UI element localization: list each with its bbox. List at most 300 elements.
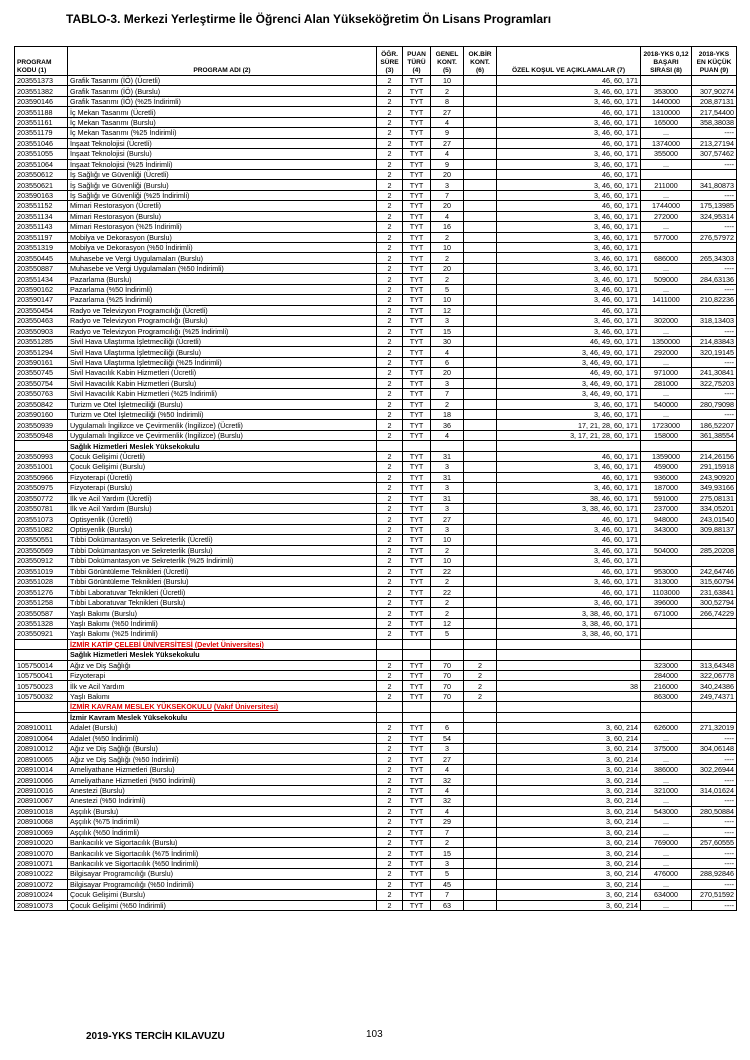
cell-basari-sirasi: 284000: [641, 670, 692, 680]
cell-program-adi: Çocuk Gelişimi (%50 İndirimli): [68, 900, 377, 910]
cell-okbir-kont: [464, 483, 497, 493]
cell-ozel-kosul: 3, 46, 60, 171: [497, 243, 641, 253]
table-row: [15, 879, 737, 889]
cell-program-kodu: 203551258: [15, 597, 68, 607]
cell-ozel-kosul: 3, 46, 60, 171: [497, 326, 641, 336]
cell-en-kucuk-puan: ----: [692, 827, 737, 837]
cell-program-kodu: 203551073: [15, 514, 68, 524]
cell-basari-sirasi: 971000: [641, 368, 692, 378]
cell-ozel-kosul: 3, 46, 60, 171: [497, 117, 641, 127]
table-row: [15, 723, 737, 733]
cell-program-adi: İnşaat Teknolojisi (Burslu): [68, 149, 377, 159]
table-row: [15, 608, 737, 618]
cell-ozel-kosul: 46, 60, 171: [497, 472, 641, 482]
cell-ogr-sure: 2: [377, 754, 403, 764]
cell-program-adi: Yaşlı Bakımı: [68, 691, 377, 701]
section-title: İzmir Kavram Meslek Yüksekokulu: [68, 712, 377, 722]
cell-en-kucuk-puan: ----: [692, 326, 737, 336]
cell-okbir-kont: [464, 618, 497, 628]
cell-program-kodu: 203550754: [15, 378, 68, 388]
cell-okbir-kont: [464, 284, 497, 294]
cell-genel-kont: 27: [431, 107, 464, 117]
cell-ozel-kosul: 46, 60, 171: [497, 566, 641, 576]
table-row: [15, 274, 737, 284]
cell-basari-sirasi: 355000: [641, 149, 692, 159]
section-row: [15, 441, 737, 451]
cell-basari-sirasi: 1310000: [641, 107, 692, 117]
cell-program-kodu: 208910067: [15, 796, 68, 806]
cell-puan-turu: TYT: [403, 681, 431, 691]
cell-en-kucuk-puan: 257,60555: [692, 837, 737, 847]
cell-program-kodu: 208910065: [15, 754, 68, 764]
cell-genel-kont: 27: [431, 754, 464, 764]
table-row: [15, 681, 737, 691]
cell-ogr-sure: 2: [377, 451, 403, 461]
cell-ozel-kosul: [497, 670, 641, 680]
cell-okbir-kont: [464, 420, 497, 430]
cell-okbir-kont: [464, 723, 497, 733]
cell-program-adi: Grafik Tasarımı (İÖ) (Ücretli): [68, 76, 377, 86]
cell-ogr-sure: 2: [377, 796, 403, 806]
cell-program-adi: Muhasebe ve Vergi Uygulamaları (Burslu): [68, 253, 377, 263]
cell-ogr-sure: 2: [377, 493, 403, 503]
cell-program-kodu: 203550569: [15, 545, 68, 555]
cell-okbir-kont: [464, 180, 497, 190]
cell-okbir-kont: [464, 211, 497, 221]
cell-puan-turu: TYT: [403, 796, 431, 806]
table-row: [15, 201, 737, 211]
cell-ogr-sure: 2: [377, 378, 403, 388]
cell-ozel-kosul: 46, 60, 171: [497, 451, 641, 461]
cell-ozel-kosul: 3, 60, 214: [497, 754, 641, 764]
cell-puan-turu: TYT: [403, 629, 431, 639]
cell-program-adi: Grafik Tasarımı (İÖ) (%25 İndirimli): [68, 96, 377, 106]
cell-puan-turu: TYT: [403, 201, 431, 211]
cell-puan-turu: TYT: [403, 879, 431, 889]
cell-okbir-kont: [464, 764, 497, 774]
cell-ozel-kosul: 46, 60, 171: [497, 587, 641, 597]
cell-genel-kont: 32: [431, 775, 464, 785]
table-row: [15, 169, 737, 179]
cell-basari-sirasi: [641, 76, 692, 86]
cell-genel-kont: 30: [431, 336, 464, 346]
cell-program-adi: Pazarlama (Burslu): [68, 274, 377, 284]
cell-genel-kont: 3: [431, 316, 464, 326]
table-row: [15, 420, 737, 430]
cell-ozel-kosul: 3, 46, 60, 171: [497, 577, 641, 587]
table-row: [15, 96, 737, 106]
cell-ogr-sure: 2: [377, 545, 403, 555]
table-row: [15, 514, 737, 524]
cell-genel-kont: 70: [431, 670, 464, 680]
cell-en-kucuk-puan: [692, 305, 737, 315]
cell-okbir-kont: [464, 190, 497, 200]
cell-ozel-kosul: 3, 46, 60, 171: [497, 211, 641, 221]
cell-program-adi: İlk ve Acil Yardım (Burslu): [68, 503, 377, 513]
cell-puan-turu: TYT: [403, 691, 431, 701]
cell-en-kucuk-puan: ----: [692, 879, 737, 889]
cell-ogr-sure: 2: [377, 201, 403, 211]
cell-program-adi: Radyo ve Televizyon Programcılığı (Ücretli): [68, 305, 377, 315]
cell-program-kodu: 203550745: [15, 368, 68, 378]
cell-puan-turu: TYT: [403, 316, 431, 326]
cell-program-adi: Optisyenlik (Burslu): [68, 524, 377, 534]
cell-program-kodu: 203550612: [15, 169, 68, 179]
cell-basari-sirasi: 302000: [641, 316, 692, 326]
cell-ogr-sure: 2: [377, 305, 403, 315]
cell-okbir-kont: [464, 86, 497, 96]
table-row: [15, 597, 737, 607]
cell-ozel-kosul: 3, 60, 214: [497, 858, 641, 868]
cell-en-kucuk-puan: 214,83843: [692, 336, 737, 346]
cell-genel-kont: 16: [431, 222, 464, 232]
cell-program-kodu: 203551046: [15, 138, 68, 148]
cell-okbir-kont: [464, 117, 497, 127]
cell-ogr-sure: 2: [377, 159, 403, 169]
cell-ogr-sure: 2: [377, 764, 403, 774]
cell-basari-sirasi: ...: [641, 128, 692, 138]
cell-ozel-kosul: 46, 60, 171: [497, 535, 641, 545]
table-row: [15, 764, 737, 774]
cell-basari-sirasi: 543000: [641, 806, 692, 816]
cell-basari-sirasi: ...: [641, 357, 692, 367]
cell-en-kucuk-puan: 265,34303: [692, 253, 737, 263]
cell-program-adi: Bilgisayar Programcılığı (%50 İndirimli): [68, 879, 377, 889]
cell-ogr-sure: 2: [377, 723, 403, 733]
cell-program-kodu: 203551055: [15, 149, 68, 159]
cell-puan-turu: TYT: [403, 420, 431, 430]
cell-program-adi: Fizyoterapi (Ücretli): [68, 472, 377, 482]
table-row: [15, 556, 737, 566]
cell-okbir-kont: [464, 775, 497, 785]
cell-program-kodu: 208910011: [15, 723, 68, 733]
cell-en-kucuk-puan: 214,26156: [692, 451, 737, 461]
cell-ogr-sure: 2: [377, 556, 403, 566]
cell-ozel-kosul: 3, 60, 214: [497, 827, 641, 837]
cell-en-kucuk-puan: ----: [692, 848, 737, 858]
cell-okbir-kont: [464, 890, 497, 900]
cell-okbir-kont: [464, 232, 497, 242]
cell-program-kodu: 208910071: [15, 858, 68, 868]
table-row: [15, 890, 737, 900]
table-row: [15, 149, 737, 159]
cell-puan-turu: TYT: [403, 295, 431, 305]
cell-program-adi: İlk ve Acil Yardım (Ücretli): [68, 493, 377, 503]
table-row: [15, 629, 737, 639]
cell-en-kucuk-puan: [692, 76, 737, 86]
cell-program-adi: Mobilya ve Dekorasyon (Burslu): [68, 232, 377, 242]
cell-ogr-sure: 2: [377, 817, 403, 827]
cell-okbir-kont: [464, 274, 497, 284]
cell-puan-turu: TYT: [403, 764, 431, 774]
cell-program-adi: Muhasebe ve Vergi Uygulamaları (%50 İndirimli): [68, 263, 377, 273]
cell-ogr-sure: 2: [377, 514, 403, 524]
cell-okbir-kont: 2: [464, 691, 497, 701]
cell-program-adi: Yaşlı Bakımı (%50 İndirimli): [68, 618, 377, 628]
cell-ogr-sure: 2: [377, 472, 403, 482]
table-row: [15, 107, 737, 117]
cell-ogr-sure: 2: [377, 618, 403, 628]
cell-genel-kont: 70: [431, 660, 464, 670]
cell-puan-turu: TYT: [403, 96, 431, 106]
cell-program-kodu: 208910066: [15, 775, 68, 785]
cell-okbir-kont: 2: [464, 670, 497, 680]
cell-okbir-kont: [464, 451, 497, 461]
cell-basari-sirasi: 591000: [641, 493, 692, 503]
cell-puan-turu: TYT: [403, 837, 431, 847]
cell-genel-kont: 9: [431, 128, 464, 138]
cell-basari-sirasi: ...: [641, 900, 692, 910]
cell-okbir-kont: [464, 577, 497, 587]
cell-ozel-kosul: 3, 46, 60, 171: [497, 410, 641, 420]
table-row: [15, 754, 737, 764]
cell-ozel-kosul: 3, 46, 60, 171: [497, 253, 641, 263]
cell-genel-kont: 3: [431, 744, 464, 754]
cell-puan-turu: TYT: [403, 368, 431, 378]
cell-program-kodu: 203550921: [15, 629, 68, 639]
cell-ozel-kosul: 3, 17, 21, 28, 60, 171: [497, 430, 641, 440]
header-basari-sirasi: 2018-YKS 0,12 BAŞARI SIRASI (8): [641, 47, 692, 76]
cell-puan-turu: TYT: [403, 410, 431, 420]
cell-ogr-sure: 2: [377, 180, 403, 190]
cell-program-adi: Tıbbi Laboratuvar Teknikleri (Burslu): [68, 597, 377, 607]
cell-en-kucuk-puan: 313,64348: [692, 660, 737, 670]
cell-puan-turu: TYT: [403, 900, 431, 910]
cell-en-kucuk-puan: ----: [692, 733, 737, 743]
cell-en-kucuk-puan: 288,92846: [692, 869, 737, 879]
cell-ogr-sure: 2: [377, 316, 403, 326]
cell-program-adi: Sivil Havacılık Kabin Hizmetleri (Ücretli): [68, 368, 377, 378]
university-type: (Devlet Üniversitesi): [194, 639, 264, 649]
cell-puan-turu: TYT: [403, 817, 431, 827]
cell-basari-sirasi: 936000: [641, 472, 692, 482]
cell-en-kucuk-puan: 276,57972: [692, 232, 737, 242]
table-row: [15, 566, 737, 576]
cell-ogr-sure: 2: [377, 410, 403, 420]
cell-program-kodu: 208910073: [15, 900, 68, 910]
cell-program-kodu: 203550454: [15, 305, 68, 315]
cell-puan-turu: TYT: [403, 389, 431, 399]
cell-ogr-sure: 2: [377, 660, 403, 670]
header-ozel-kosul: ÖZEL KOŞUL VE AÇIKLAMALAR (7): [497, 47, 641, 76]
cell-program-kodu: 203550975: [15, 483, 68, 493]
table-row: [15, 869, 737, 879]
cell-okbir-kont: [464, 597, 497, 607]
cell-program-kodu: 203550621: [15, 180, 68, 190]
cell-genel-kont: 7: [431, 190, 464, 200]
table-row: [15, 806, 737, 816]
cell-basari-sirasi: ...: [641, 775, 692, 785]
cell-basari-sirasi: 626000: [641, 723, 692, 733]
cell-genel-kont: 10: [431, 295, 464, 305]
cell-en-kucuk-puan: 266,74229: [692, 608, 737, 618]
cell-puan-turu: TYT: [403, 535, 431, 545]
cell-basari-sirasi: 948000: [641, 514, 692, 524]
cell-genel-kont: 3: [431, 180, 464, 190]
cell-en-kucuk-puan: ----: [692, 858, 737, 868]
cell-okbir-kont: [464, 556, 497, 566]
cell-ozel-kosul: 3, 46, 60, 171: [497, 263, 641, 273]
cell-genel-kont: 45: [431, 879, 464, 889]
cell-program-adi: Tıbbi Görüntüleme Teknikleri (Ücretli): [68, 566, 377, 576]
cell-puan-turu: TYT: [403, 86, 431, 96]
table-row: [15, 691, 737, 701]
cell-genel-kont: 10: [431, 535, 464, 545]
cell-en-kucuk-puan: 284,63136: [692, 274, 737, 284]
table-row: [15, 587, 737, 597]
cell-program-adi: Bilgisayar Programcılığı (Burslu): [68, 869, 377, 879]
cell-basari-sirasi: 211000: [641, 180, 692, 190]
cell-genel-kont: 54: [431, 733, 464, 743]
cell-ogr-sure: 2: [377, 670, 403, 680]
cell-ozel-kosul: 3, 60, 214: [497, 879, 641, 889]
cell-puan-turu: TYT: [403, 430, 431, 440]
cell-okbir-kont: [464, 149, 497, 159]
table-row: [15, 86, 737, 96]
cell-ogr-sure: 2: [377, 775, 403, 785]
cell-puan-turu: TYT: [403, 587, 431, 597]
cell-genel-kont: 32: [431, 796, 464, 806]
cell-en-kucuk-puan: 304,06148: [692, 744, 737, 754]
cell-program-kodu: 208910070: [15, 848, 68, 858]
cell-ozel-kosul: 3, 46, 60, 171: [497, 128, 641, 138]
cell-genel-kont: 15: [431, 848, 464, 858]
cell-genel-kont: 3: [431, 378, 464, 388]
cell-program-adi: Aşçılık (%50 İndirimli): [68, 827, 377, 837]
cell-puan-turu: TYT: [403, 347, 431, 357]
table-row: [15, 138, 737, 148]
cell-program-kodu: 203590160: [15, 410, 68, 420]
cell-okbir-kont: [464, 608, 497, 618]
cell-okbir-kont: [464, 107, 497, 117]
cell-ogr-sure: 2: [377, 900, 403, 910]
cell-okbir-kont: 2: [464, 681, 497, 691]
cell-program-kodu: 208910016: [15, 785, 68, 795]
cell-program-kodu: 105750041: [15, 670, 68, 680]
cell-puan-turu: TYT: [403, 493, 431, 503]
cell-puan-turu: TYT: [403, 190, 431, 200]
cell-program-adi: Yaşlı Bakımı (Burslu): [68, 608, 377, 618]
cell-program-kodu: 208910072: [15, 879, 68, 889]
cell-basari-sirasi: 343000: [641, 524, 692, 534]
cell-okbir-kont: [464, 201, 497, 211]
cell-program-adi: Tıbbi Görüntüleme Teknikleri (Burslu): [68, 577, 377, 587]
cell-basari-sirasi: 1350000: [641, 336, 692, 346]
cell-okbir-kont: [464, 138, 497, 148]
section-row: [15, 650, 737, 660]
cell-ozel-kosul: [497, 660, 641, 670]
cell-program-adi: İnşaat Teknolojisi (%25 İndirimli): [68, 159, 377, 169]
cell-puan-turu: TYT: [403, 180, 431, 190]
cell-program-adi: Sivil Hava Ulaştırma İşletmeciliği (Ücretli): [68, 336, 377, 346]
cell-program-kodu: 203550939: [15, 420, 68, 430]
cell-genel-kont: 27: [431, 514, 464, 524]
cell-puan-turu: TYT: [403, 545, 431, 555]
cell-basari-sirasi: [641, 305, 692, 315]
cell-en-kucuk-puan: 358,38038: [692, 117, 737, 127]
cell-program-adi: Ağız ve Diş Sağlığı (%50 İndirimli): [68, 754, 377, 764]
cell-basari-sirasi: 216000: [641, 681, 692, 691]
cell-ozel-kosul: 3, 60, 214: [497, 890, 641, 900]
cell-ozel-kosul: 3, 60, 214: [497, 848, 641, 858]
cell-okbir-kont: [464, 848, 497, 858]
cell-ogr-sure: 2: [377, 357, 403, 367]
cell-puan-turu: TYT: [403, 858, 431, 868]
cell-basari-sirasi: 353000: [641, 86, 692, 96]
cell-okbir-kont: [464, 378, 497, 388]
cell-basari-sirasi: 769000: [641, 837, 692, 847]
cell-ogr-sure: 2: [377, 190, 403, 200]
cell-ozel-kosul: 3, 60, 214: [497, 817, 641, 827]
cell-genel-kont: 12: [431, 305, 464, 315]
cell-genel-kont: 18: [431, 410, 464, 420]
cell-program-adi: İlk ve Acil Yardım: [68, 681, 377, 691]
table-row: [15, 462, 737, 472]
cell-basari-sirasi: 323000: [641, 660, 692, 670]
cell-ozel-kosul: 3, 60, 214: [497, 723, 641, 733]
cell-basari-sirasi: 577000: [641, 232, 692, 242]
cell-en-kucuk-puan: 186,52207: [692, 420, 737, 430]
cell-ozel-kosul: 3, 38, 46, 60, 171: [497, 608, 641, 618]
section-title: Sağlık Hizmetleri Meslek Yüksekokulu: [68, 441, 377, 451]
cell-puan-turu: TYT: [403, 723, 431, 733]
table-row: [15, 263, 737, 273]
cell-en-kucuk-puan: 280,79098: [692, 399, 737, 409]
cell-program-kodu: 203551082: [15, 524, 68, 534]
cell-genel-kont: 2: [431, 399, 464, 409]
cell-program-adi: Adalet (Burslu): [68, 723, 377, 733]
cell-okbir-kont: [464, 222, 497, 232]
cell-puan-turu: TYT: [403, 399, 431, 409]
cell-ogr-sure: 2: [377, 869, 403, 879]
cell-program-kodu: 203551019: [15, 566, 68, 576]
cell-basari-sirasi: 321000: [641, 785, 692, 795]
cell-program-adi: Fizyoterapi (Burslu): [68, 483, 377, 493]
cell-puan-turu: TYT: [403, 149, 431, 159]
table-row: [15, 817, 737, 827]
cell-en-kucuk-puan: 324,95314: [692, 211, 737, 221]
cell-okbir-kont: [464, 389, 497, 399]
cell-basari-sirasi: 1374000: [641, 138, 692, 148]
cell-program-kodu: 203551373: [15, 76, 68, 86]
table-row: [15, 670, 737, 680]
cell-basari-sirasi: 1440000: [641, 96, 692, 106]
cell-okbir-kont: [464, 796, 497, 806]
table-row: [15, 618, 737, 628]
cell-program-kodu: 208910024: [15, 890, 68, 900]
cell-program-adi: Anestezi (%50 İndirimli): [68, 796, 377, 806]
table-row: [15, 483, 737, 493]
cell-program-kodu: 208910020: [15, 837, 68, 847]
cell-program-kodu: 203551294: [15, 347, 68, 357]
cell-basari-sirasi: 165000: [641, 117, 692, 127]
cell-program-kodu: 203550463: [15, 316, 68, 326]
table-row: [15, 232, 737, 242]
table-row: [15, 493, 737, 503]
cell-ogr-sure: 2: [377, 128, 403, 138]
cell-program-adi: Bankacılık ve Sigortacılık (%75 İndirimli): [68, 848, 377, 858]
cell-okbir-kont: [464, 357, 497, 367]
cell-puan-turu: TYT: [403, 754, 431, 764]
cell-ogr-sure: 2: [377, 691, 403, 701]
table-row: [15, 305, 737, 315]
cell-puan-turu: TYT: [403, 274, 431, 284]
cell-program-kodu: 208910022: [15, 869, 68, 879]
cell-okbir-kont: [464, 399, 497, 409]
cell-basari-sirasi: 187000: [641, 483, 692, 493]
cell-program-kodu: 203550842: [15, 399, 68, 409]
cell-puan-turu: TYT: [403, 785, 431, 795]
